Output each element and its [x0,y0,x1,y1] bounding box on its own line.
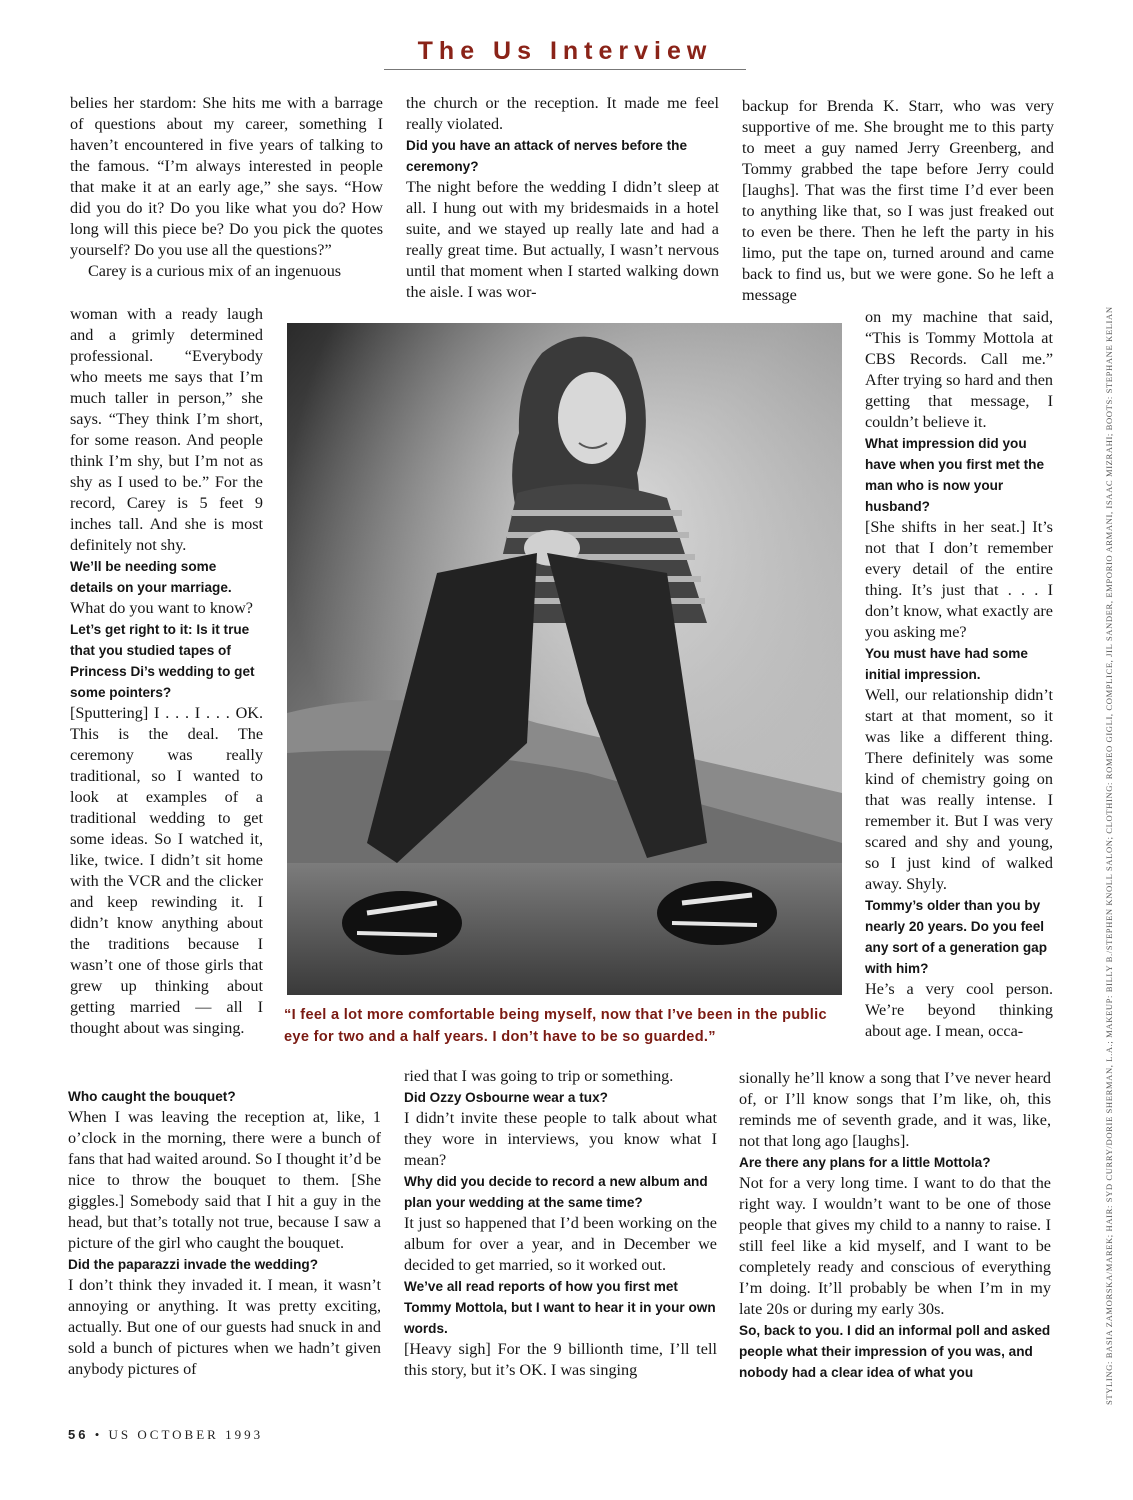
interview-question: You must have had some initial impression. [865,646,1028,682]
column-1-top [70,93,383,282]
page-number: 56 [68,1427,89,1442]
interview-paragraph: woman with a ready laugh and a grimly determined professional. “Everybody who meets me says that I’m much taller in person,” she says. “They think I’m short, for some reason. And people think I’m shy, but I’m not as shy as I used to be.” For the record, Carey is 5 feet 9 inches tall. And she is most definitely not shy. [70,305,263,554]
interview-paragraph: When I was leaving the reception at, like, 1 o’clock in the morning, there were a bunch of fans that had waited around. So I thought it’d be nice to throw the bouquet to them. [She giggles.] Somebody said that I hit a guy in the head, but that’s totally not true, because I saw a picture of the girl who caught the bouquet. [68,1108,381,1252]
issue-date: US OCTOBER 1993 [108,1427,264,1442]
interview-paragraph: belies her stardom: She hits me with a barrage of questions about my career, something I haven’t encountered in five years of talking to the famous. “I’m always interested in people that make it at an early age,” she says. “How did you do it? Do you like what you do? How long will this piece be? Do you pick the quotes yourself? Do you use all the questions?” [70,94,383,259]
interview-paragraph: the church or the reception. It made me feel really violated. [406,94,719,133]
interview-paragraph: on my machine that said, “This is Tommy Mottola at CBS Records. Call me.” After trying so hard and then getting that message, I couldn’t believe it. [865,308,1053,431]
column-1-bottom [68,1086,381,1380]
column-1-middle [70,304,263,1039]
interview-paragraph: I didn’t invite these people to talk about what they wore in interviews, you know what I mean? [404,1109,717,1169]
interview-question: Who caught the bouquet? [68,1089,236,1104]
interview-question: Did the paparazzi invade the wedding? [68,1257,319,1272]
interview-paragraph: It just so happened that I’d been working on the album for over a year, and in December we decided to get married, so it worked out. [404,1214,717,1274]
column-3-middle [865,307,1053,1042]
interview-paragraph: Carey is a curious mix of an ingenuous [88,262,342,280]
column-3-bottom [739,1068,1051,1383]
column-2-top [406,93,719,303]
interview-question: So, back to you. I did an informal poll and asked people what their impression of you was, and nobody had a clear idea of what you [739,1323,1051,1380]
interview-question: We’ve all read reports of how you first met Tommy Mottola, but I want to hear it in your own words. [404,1279,716,1336]
interview-question: Did Ozzy Osbourne wear a tux? [404,1090,608,1105]
portrait-illustration [287,323,842,995]
photo-caption: “I feel a lot more comfortable being myself, now that I’ve been in the public eye for two and a half years. I don’t have to be so guarded.” [284,1007,827,1045]
interview-paragraph: Not for a very long time. I want to do that the right way. I wouldn’t want to be one of those people that gives my child to a nanny to raise. I still feel like a kid myself, and I want to be completely ready and conscious of everything I’m doing. It’ll probably be when I’m in my late 20s or during my early 30s. [739,1174,1051,1318]
interview-question: Why did you decide to record a new album and plan your wedding at the same time? [404,1174,708,1210]
interview-question: We’ll be needing some details on your marriage. [70,559,232,595]
interview-question: Tommy’s older than you by nearly 20 years. Do you feel any sort of a generation gap with him? [865,898,1048,976]
column-2-bottom [404,1066,717,1381]
interview-paragraph: [Sputtering] I . . . I . . . OK. This is the deal. The ceremony was really traditional, so I wanted to look at examples of a traditional wedding to get some ideas. So I watched it, like, twice. I didn’t sit home with the VCR and the clicker and keep rewinding it. I didn’t know anything about the traditions because I wasn’t one of those girls that grew up thinking about getting married — all I thought about was singing. [70,704,263,1037]
interview-paragraph: [She shifts in her seat.] It’s not that I don’t remember every detail of the entire thing. It’s just that . . . I don’t know, what exactly are you asking me? [865,518,1053,641]
interview-paragraph: What do you want to know? [70,599,253,617]
header-rule [384,69,746,70]
interview-paragraph: The night before the wedding I didn’t sleep at all. I hung out with my bridesmaids in a hotel suite, and we stayed up really late and had a really great time. But actually, I wasn’t nervous until that moment when I started walking down the aisle. I was wor- [406,178,719,301]
interview-paragraph: Well, our relationship didn’t start at that moment, so it was like a different thing. There definitely was some kind of chemistry going on that was really intense. I remember it. But I was very scared and shy and young, so I just kind of walked away. Shyly. [865,686,1053,893]
page-folio [68,1427,263,1443]
interview-question: Are there any plans for a little Mottola? [739,1155,991,1170]
portrait-photo [287,323,842,995]
section-header [384,36,746,70]
section-title: The Us Interview [417,37,713,65]
photo-credits: STYLING: BASIA ZAMORSKA/MAREK; HAIR: SYD CURRY/DORIE SHERMAN, L.A.; MAKEUP: BILLY B./STEPHEN KNOLL SALON; CLOTHING: ROMEO GIGLI, COMPLICE, JIL SANDER, EMPORIO ARMANI, ISAAC MIZRAHI; BOOTS: STEPHANE KELIAN [1104,306,1114,1405]
interview-paragraph: sionally he’ll know a song that I’ve never heard of, or I’ll know songs that I’m like, oh, this reminds me of seventh grade, and it was, like, not that long ago [laughs]. [739,1069,1051,1150]
interview-paragraph: ried that I was going to trip or something. [404,1067,674,1085]
column-3-top [742,96,1054,306]
folio-separator: • [88,1427,109,1442]
interview-paragraph: I don’t think they invaded it. I mean, it wasn’t annoying or anything. It was pretty exciting, actually. But one of our guests had snuck in and sold a bunch of pictures when we hadn’t given anybody pictures of [68,1276,381,1378]
interview-question: What impression did you have when you first met the man who is now your husband? [865,436,1045,514]
interview-paragraph: backup for Brenda K. Starr, who was very supportive of me. She brought me to this party to meet a guy named Jerry Greenberg, and Tommy grabbed the tape before Jerry could [laughs]. That was the first time I’d ever been to anything like that, so I was just freaked out to even be there. Then he left the party in his limo, put the tape on, turned around and came back to find us, but we were gone. So he left a message [742,97,1054,304]
interview-paragraph: [Heavy sigh] For the 9 billionth time, I’ll tell this story, but it’s OK. I was singing [404,1340,717,1379]
interview-question: Let’s get right to it: Is it true that you studied tapes of Princess Di’s wedding to get some pointers? [70,622,255,700]
interview-paragraph: He’s a very cool person. We’re beyond thinking about age. I mean, occa- [865,980,1053,1040]
interview-question: Did you have an attack of nerves before the ceremony? [406,138,688,174]
